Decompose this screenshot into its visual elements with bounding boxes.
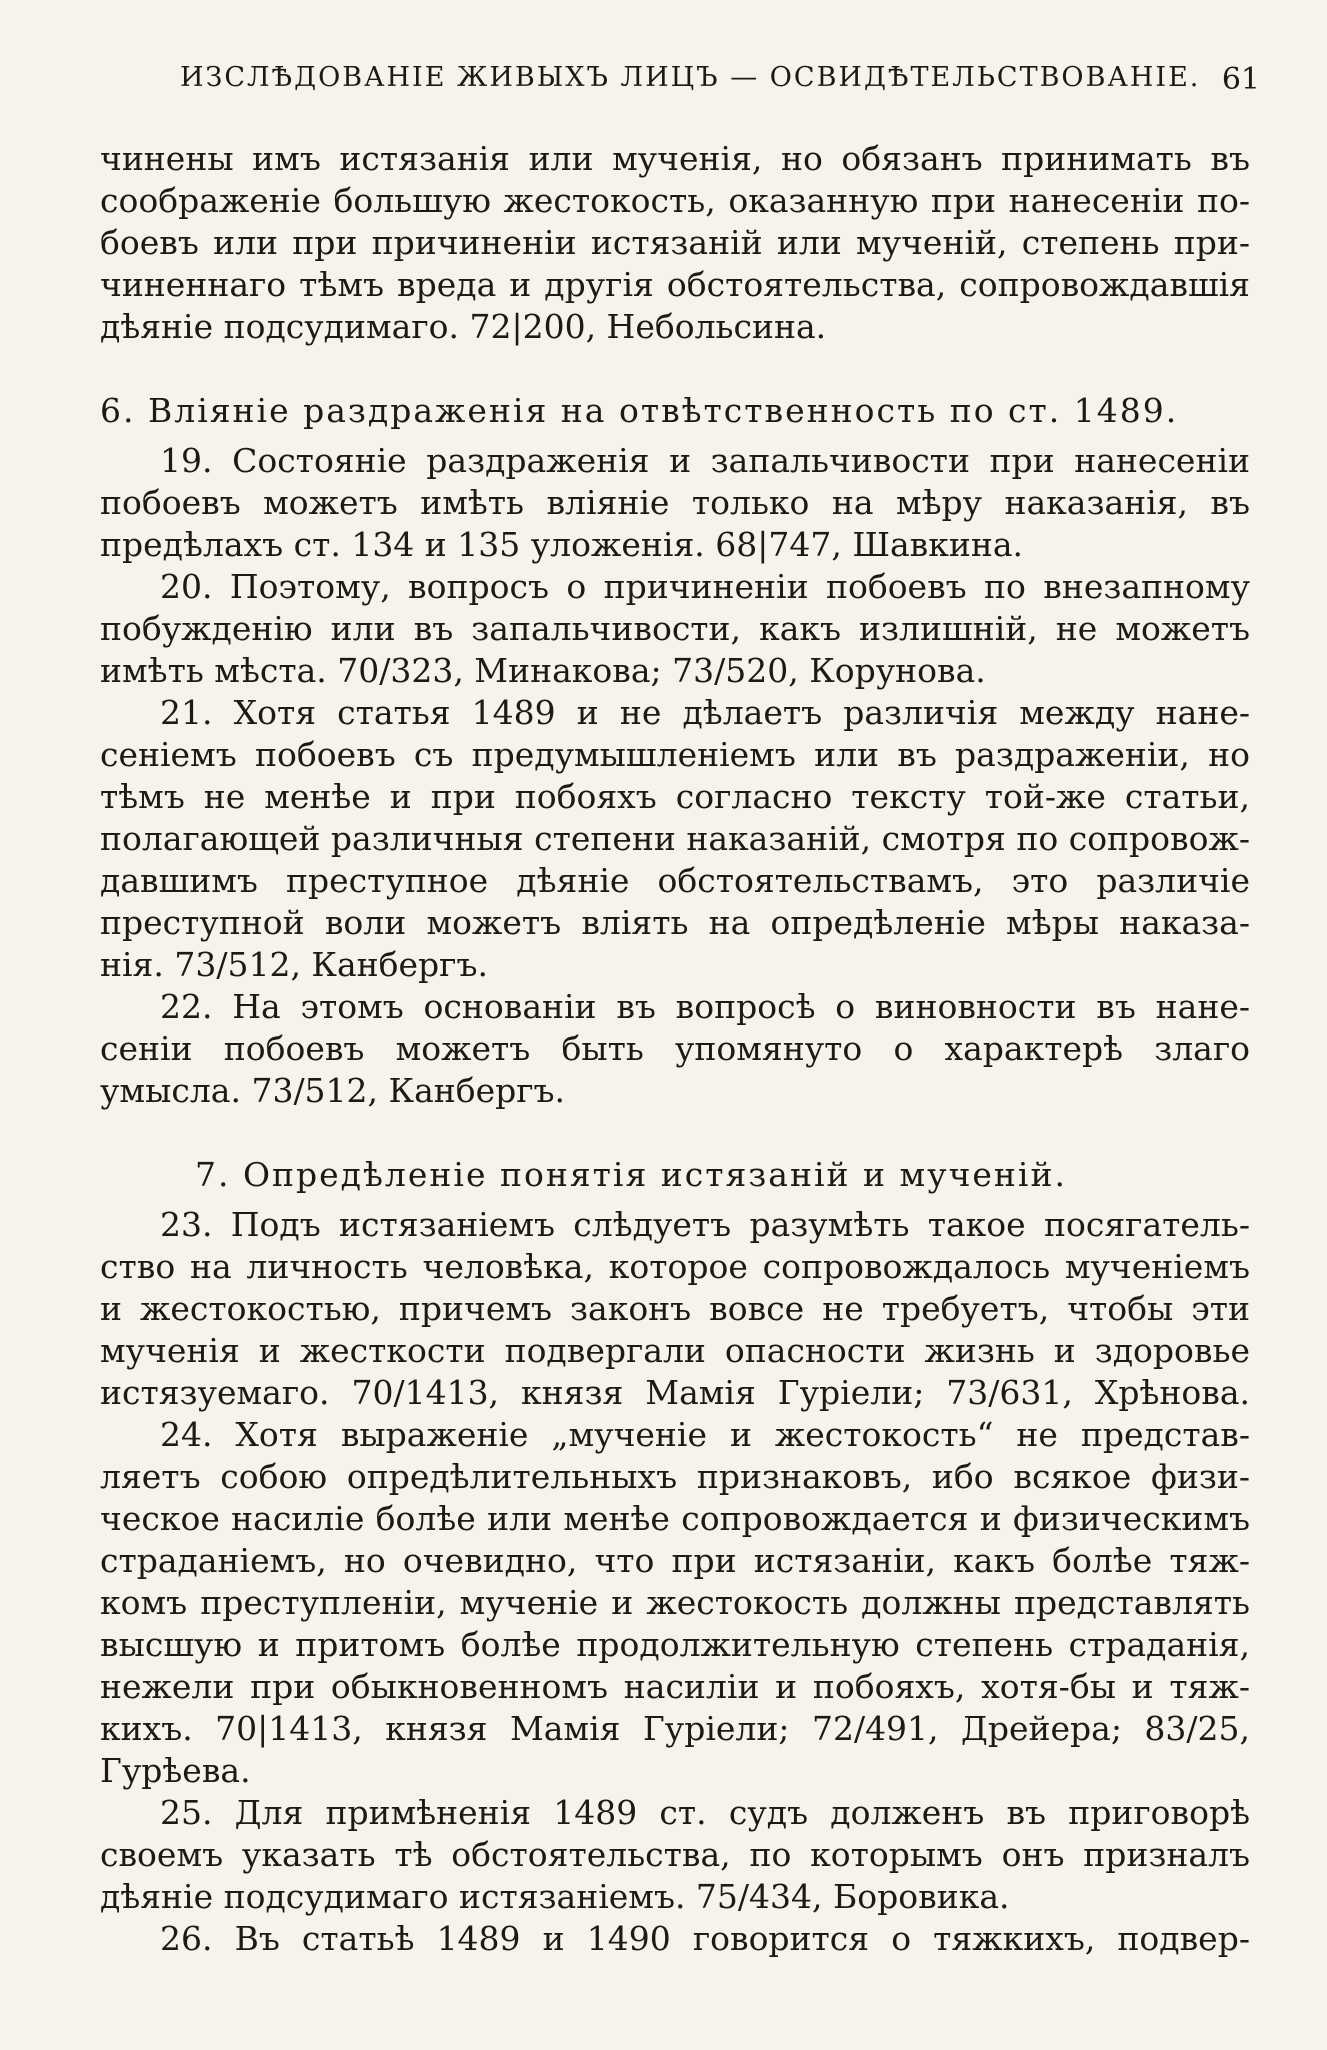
text-line: сеніи побоевъ можетъ быть упомянуто о характерѣ злаго — [100, 1029, 1250, 1068]
text-line: высшую и притомъ болѣе продолжительную степень страданія, — [100, 1625, 1250, 1664]
page-number: 61 — [1221, 62, 1260, 97]
section-heading-6: 6. Вліяніе раздраженія на отвѣтственность по ст. 1489. — [100, 391, 1179, 430]
text-line: побоевъ можетъ имѣть вліяніе только на мѣру наказанія, въ — [100, 483, 1250, 522]
text-line: 19. Состояніе раздраженія и запальчивости при нанесеніи — [160, 441, 1250, 480]
paragraph-21 — [100, 692, 1250, 986]
text-line: 21. Хотя статья 1489 и не дѣлаетъ различія между нане- — [160, 693, 1250, 732]
text-line: мученія и жесткости подвергали опасности жизнь и здоровье — [100, 1331, 1250, 1370]
text-line: боевъ или при причиненіи истязаній или мученій, степень при- — [100, 223, 1250, 262]
paragraph-19 — [100, 440, 1250, 566]
text-line: 22. На этомъ основаніи въ вопросѣ о виновности въ нане- — [160, 987, 1250, 1026]
text-line: дѣяніе подсудимаго. 72|200, Небольсина. — [100, 307, 827, 346]
text-line: 23. Подъ истязаніемъ слѣдуетъ разумѣть такое посягатель- — [160, 1205, 1250, 1244]
running-header — [180, 62, 1260, 97]
text-line: 25. Для примѣненія 1489 ст. судъ долженъ въ приговорѣ — [160, 1793, 1250, 1832]
text-line: кихъ. 70|1413, князя Мамія Гуріели; 72/491, Дрейера; 83/25, — [100, 1709, 1250, 1748]
text-line: ство на личность человѣка, которое сопровождалось мученіемъ — [100, 1247, 1250, 1286]
paragraph-24 — [100, 1414, 1250, 1792]
paragraph-26 — [100, 1918, 1250, 1960]
text-line: нія. 73/512, Канбергъ. — [100, 945, 488, 984]
body-text — [100, 138, 1250, 1960]
text-line: нежели при обыкновенномъ насиліи и побояхъ, хотя-бы и тяж- — [100, 1667, 1250, 1706]
text-line: Гурѣева. — [100, 1751, 251, 1790]
text-line: имѣть мѣста. 70/323, Минакова; 73/520, Корунова. — [100, 651, 986, 690]
text-line: 20. Поэтому, вопросъ о причиненіи побоевъ по внезапному — [160, 567, 1250, 606]
text-line: 26. Въ статьѣ 1489 и 1490 говорится о тяжкихъ, подвер- — [160, 1919, 1250, 1958]
running-title: ИЗСЛѢДОВАНІЕ ЖИВЫХЪ ЛИЦЪ — ОСВИДѢТЕЛЬСТВОВАНІЕ. — [180, 62, 1201, 93]
text-line: страданіемъ, но очевидно, что при истязаніи, какъ болѣе тяж- — [100, 1541, 1250, 1580]
text-line: чинены имъ истязанія или мученія, но обязанъ принимать въ — [100, 139, 1250, 178]
section-heading-7: 7. Опредѣленіе понятія истязаній и мученій. — [195, 1155, 1067, 1194]
text-line: своемъ указать тѣ обстоятельства, по которымъ онъ призналъ — [100, 1835, 1250, 1874]
paragraph-23 — [100, 1204, 1250, 1414]
text-line: давшимъ преступное дѣяніе обстоятельствамъ, это различіе — [100, 861, 1250, 900]
text-line: комъ преступленіи, мученіе и жестокость должны представлять — [100, 1583, 1250, 1622]
text-line: побужденію или въ запальчивости, какъ излишній, не можетъ — [100, 609, 1250, 648]
text-line: полагающей различныя степени наказаній, смотря по сопровож- — [100, 819, 1250, 858]
paragraph-20 — [100, 566, 1250, 692]
text-line: умысла. 73/512, Канбергъ. — [100, 1071, 566, 1110]
text-line: дѣяніе подсудимаго истязаніемъ. 75/434, Боровика. — [100, 1877, 1010, 1916]
text-line: и жестокостью, причемъ законъ вовсе не требуетъ, чтобы эти — [100, 1289, 1250, 1328]
paragraph-22 — [100, 986, 1250, 1112]
text-line: сеніемъ побоевъ съ предумышленіемъ или въ раздраженіи, но — [100, 735, 1250, 774]
text-line: истязуемаго. 70/1413, князя Мамія Гуріели; 73/631, Хрѣнова. — [100, 1373, 1250, 1412]
text-line: преступной воли можетъ влiять на опредѣленіе мѣры наказа- — [100, 903, 1250, 942]
text-line: ляетъ собою опредѣлительныхъ признаковъ, ибо всякое физи- — [100, 1457, 1250, 1496]
paragraph-continuation — [100, 138, 1250, 348]
text-line: соображеніе большую жестокость, оказанную при нанесеніи по- — [100, 181, 1250, 220]
text-line: ческое насиліе болѣе или менѣе сопровождается и физическимъ — [100, 1499, 1250, 1538]
text-line: чиненнаго тѣмъ вреда и другія обстоятельства, сопровождавшія — [100, 265, 1250, 304]
paragraph-25 — [100, 1792, 1250, 1918]
text-line: 24. Хотя выраженіе „мученіе и жестокость“ не представ- — [160, 1415, 1250, 1454]
text-line: тѣмъ не менѣе и при побояхъ согласно тексту той-же статьи, — [100, 777, 1250, 816]
text-line: предѣлахъ ст. 134 и 135 уложенія. 68|747, Шавкина. — [100, 525, 1024, 564]
